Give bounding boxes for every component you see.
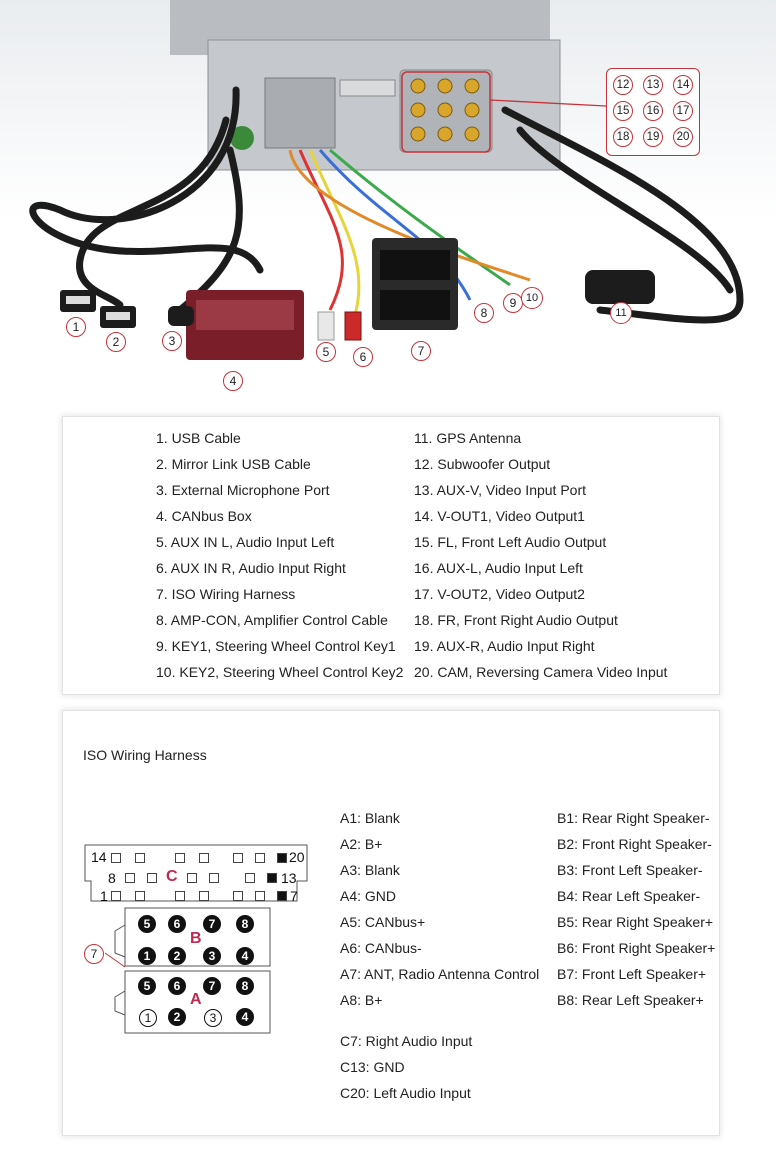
c-pin: [245, 873, 255, 883]
a-pin-2: 2: [168, 1008, 186, 1026]
callout-12: 12: [613, 75, 633, 95]
c-pin-desc: C13: GND: [340, 1059, 405, 1075]
a-pin-desc: A3: Blank: [340, 862, 400, 878]
callout-4: 4: [223, 371, 243, 391]
a-pin-3: 3: [204, 1009, 222, 1027]
b-pin-4: 4: [236, 947, 254, 965]
c-pin: [125, 873, 135, 883]
b-pin-8: 8: [236, 915, 254, 933]
callout-13: 13: [643, 75, 663, 95]
c-pin: [187, 873, 197, 883]
callout-5: 5: [316, 342, 336, 362]
legend-item: 13. AUX-V, Video Input Port: [414, 482, 587, 498]
callout-1: 1: [66, 317, 86, 337]
callout-3: 3: [162, 331, 182, 351]
connector-c-letter: C: [166, 868, 178, 885]
c-pin: [175, 853, 185, 863]
callout-15: 15: [613, 101, 633, 121]
c-pin: [255, 853, 265, 863]
callout-8: 8: [474, 303, 494, 323]
a-pin-desc: A8: B+: [340, 992, 383, 1008]
callout-18: 18: [613, 127, 633, 147]
b-pin-desc: B2: Front Right Speaker-: [557, 836, 712, 852]
b-pin-5: 5: [138, 915, 156, 933]
legend-item: 16. AUX-L, Audio Input Left: [414, 560, 583, 576]
b-pin-desc: B4: Rear Left Speaker-: [557, 888, 701, 904]
b-pin-desc: B6: Front Right Speaker+: [557, 940, 716, 956]
c-pin-20: [277, 853, 287, 863]
legend-item: 15. FL, Front Left Audio Output: [414, 534, 607, 550]
legend-item: 2. Mirror Link USB Cable: [156, 456, 311, 472]
b-pin-desc: B5: Rear Right Speaker+: [557, 914, 714, 930]
legend-item: 4. CANbus Box: [156, 508, 252, 524]
legend-item: 18. FR, Front Right Audio Output: [414, 612, 618, 628]
callout-2: 2: [106, 332, 126, 352]
c-pin-20-label: 20: [289, 849, 305, 865]
legend-item: 8. AMP-CON, Amplifier Control Cable: [156, 612, 388, 628]
b-pin-7: 7: [203, 915, 221, 933]
iso-harness-panel: [63, 711, 719, 1135]
a-pin-6: 6: [168, 977, 186, 995]
callout-11: 11: [610, 302, 632, 324]
c-pin-1-label: 1: [100, 888, 108, 904]
legend-item: 19. AUX-R, Audio Input Right: [414, 638, 595, 654]
legend-item: 6. AUX IN R, Audio Input Right: [156, 560, 346, 576]
legend-item: 17. V-OUT2, Video Output2: [414, 586, 585, 602]
b-pin-2: 2: [168, 947, 186, 965]
c-pin-7-label: 7: [290, 888, 298, 904]
c-pin: [147, 873, 157, 883]
b-pin-1: 1: [138, 947, 156, 965]
c-pin: [111, 853, 121, 863]
c-pin: [233, 891, 243, 901]
callout-7: 7: [411, 341, 431, 361]
b-pin-6: 6: [168, 915, 186, 933]
c-pin-desc: C7: Right Audio Input: [340, 1033, 473, 1049]
iso-title: ISO Wiring Harness: [83, 747, 207, 763]
c-pin-8-label: 8: [108, 870, 116, 886]
c-pin-7: [277, 891, 287, 901]
c-pin-desc: C20: Left Audio Input: [340, 1085, 471, 1101]
callout-6: 6: [353, 347, 373, 367]
c-pin: [209, 873, 219, 883]
callout-19: 19: [643, 127, 663, 147]
a-pin-5: 5: [138, 977, 156, 995]
a-pin-desc: A6: CANbus-: [340, 940, 422, 956]
b-pin-desc: B3: Front Left Speaker-: [557, 862, 703, 878]
c-pin-13: [267, 873, 277, 883]
b-pin-3: 3: [203, 947, 221, 965]
a-pin-desc: A2: B+: [340, 836, 383, 852]
legend-item: 9. KEY1, Steering Wheel Control Key1: [156, 638, 396, 654]
a-pin-8: 8: [236, 977, 254, 995]
legend-item: 12. Subwoofer Output: [414, 456, 551, 472]
b-pin-desc: B7: Front Left Speaker+: [557, 966, 707, 982]
c-pin: [199, 891, 209, 901]
callout-17: 17: [673, 101, 693, 121]
legend-item: 20. CAM, Reversing Camera Video Input: [414, 664, 668, 680]
callout-16: 16: [643, 101, 663, 121]
legend-item: 3. External Microphone Port: [156, 482, 330, 498]
legend-item: 7. ISO Wiring Harness: [156, 586, 296, 602]
a-pin-desc: A4: GND: [340, 888, 397, 904]
callout-9: 9: [503, 293, 523, 313]
c-pin: [135, 853, 145, 863]
rca-jack-callout-box: [606, 68, 700, 156]
b-pin-desc: B8: Rear Left Speaker+: [557, 992, 704, 1008]
legend-panel: [63, 417, 719, 694]
legend-item: 10. KEY2, Steering Wheel Control Key2: [156, 664, 404, 680]
legend-item: 11. GPS Antenna: [414, 430, 522, 446]
a-pin-4: 4: [236, 1008, 254, 1026]
a-pin-desc: A5: CANbus+: [340, 914, 426, 930]
block-a-letter: A: [190, 991, 202, 1008]
c-pin: [199, 853, 209, 863]
block-b-letter: B: [190, 930, 202, 947]
c-pin-14-label: 14: [91, 849, 107, 865]
product-photo: [0, 0, 776, 400]
c-pin-13-label: 13: [281, 870, 297, 886]
a-pin-desc: A7: ANT, Radio Antenna Control: [340, 966, 540, 982]
legend-item: 14. V-OUT1, Video Output1: [414, 508, 585, 524]
b-pin-desc: B1: Rear Right Speaker-: [557, 810, 710, 826]
c-pin: [175, 891, 185, 901]
callout-14: 14: [673, 75, 693, 95]
a-pin-desc: A1: Blank: [340, 810, 400, 826]
callout-20: 20: [673, 127, 693, 147]
c-pin: [255, 891, 265, 901]
a-pin-1: 1: [139, 1009, 157, 1027]
c-pin: [135, 891, 145, 901]
iso-callout-7: 7: [84, 944, 104, 964]
c-pin: [233, 853, 243, 863]
legend-item: 5. AUX IN L, Audio Input Left: [156, 534, 335, 550]
a-pin-7: 7: [203, 977, 221, 995]
legend-item: 1. USB Cable: [156, 430, 241, 446]
c-pin: [111, 891, 121, 901]
callout-10: 10: [521, 287, 543, 309]
